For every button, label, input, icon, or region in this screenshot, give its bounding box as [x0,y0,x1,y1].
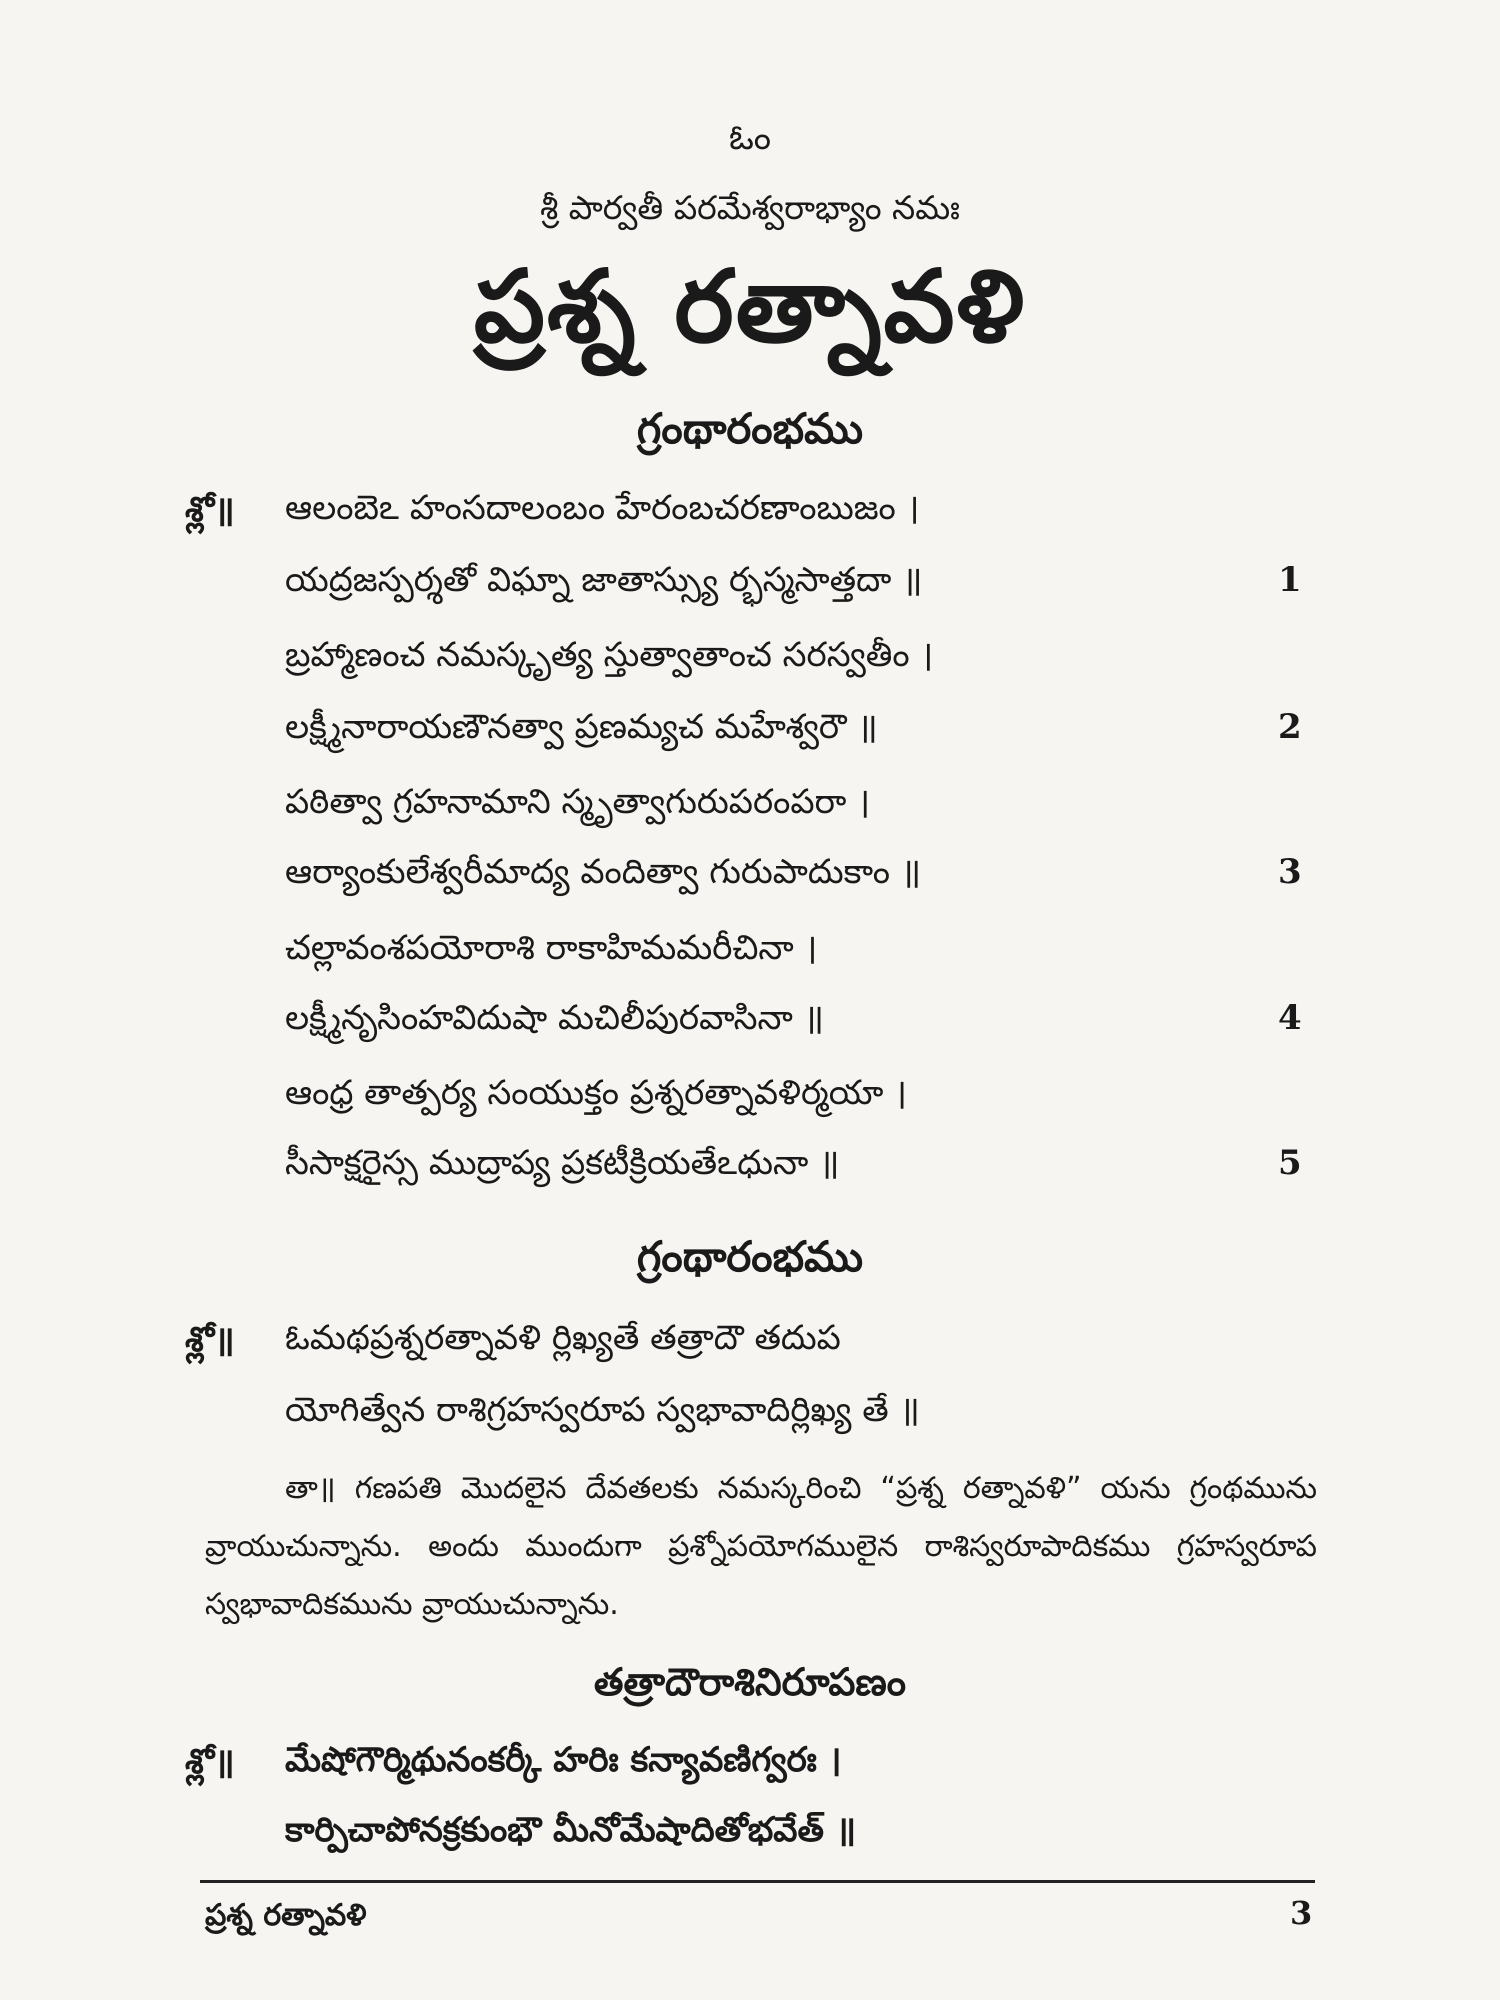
verse-text: యద్రజస్పర్శతో విఘ్నా జాతాస్స్యు ర్భస్మసాత్తదా ॥ [285,560,923,600]
verse-text: కార్పిచాపోనక్రకుంభౌ మీనోమేషాదితోభవేత్ ॥ [285,1810,857,1850]
verse-text: లక్ష్మీనారాయణౌనత్వా ప్రణమ్యచ మహేశ్వరౌ ॥ [285,707,878,747]
verse-text: సీసాక్షరైస్స ముద్రాప్య ప్రకటీక్రియతేఽధునా ॥ [285,1143,840,1183]
invocation-line: శ్రీ పార్వతీ పరమేశ్వరాభ్యాం నమః [540,188,960,227]
commentary-paragraph [205,1460,1317,1634]
verse-line [0,1740,1500,1790]
verse-line [0,1143,1500,1193]
verse-text: ఆలంబెఽ హంసదాలంబం హేరంబచరణాంబుజం । [285,488,920,528]
verse-text: ఆర్యాంకులేశ్వరీమాద్య వందిత్వా గురుపాదుకాం ॥ [285,852,922,892]
verse-line [0,1318,1500,1368]
shloka-marker: శ్లో॥ [185,1742,235,1782]
om-symbol: ఓం [728,118,772,158]
verse-text: పఠిత్వా గ్రహనామాని స్మృత్వాగురుపరంపరా । [285,782,871,822]
book-title: ప్రశ్న రత్నావళి [473,248,1027,365]
verse-text: మేషోగౌర్మిథునంకర్కీ హరిః కన్యావణిగ్వరః । [285,1740,842,1780]
verse-number: 2 [1278,707,1302,747]
verse-number: 5 [1278,1143,1302,1183]
verse-text: చల్లావంశపయోరాశి రాకాహిమమరీచినా । [285,928,818,968]
verse-line [0,560,1500,610]
verse-line [0,1390,1500,1440]
verse-text: ఆంధ్ర తాత్పర్య సంయుక్తం ప్రశ్నరత్నావళిర్మయా । [285,1073,908,1113]
verse-text: ఓమథప్రశ్నరత్నావళి ర్లిఖ్యతే తత్రాదౌ తదుప [285,1318,841,1358]
verse-line [0,852,1500,902]
verse-text: యోగిత్వేన రాశిగ్రహస్వరూప స్వభావాదిర్లిఖ్య తే ॥ [285,1390,920,1430]
verse-number: 1 [1278,560,1302,600]
verse-line [0,707,1500,757]
verse-line [0,1810,1500,1860]
verse-number: 4 [1278,998,1302,1038]
verse-line [0,928,1500,978]
section-heading: గ్రంథారంభము [636,1232,864,1281]
page-number: 3 [1290,1894,1313,1932]
shloka-marker: శ్లో॥ [185,490,235,530]
verse-number: 3 [1278,852,1302,892]
footer-rule [200,1880,1315,1883]
verse-line [0,1073,1500,1123]
verse-line [0,635,1500,685]
verse-line [0,998,1500,1048]
verse-text: లక్ష్మీనృసింహవిదుషా మచిలీపురవాసినా ॥ [285,998,825,1038]
shloka-marker: శ్లో॥ [185,1320,235,1360]
verse-text: బ్రహ్మాణంచ నమస్కృత్య స్తుత్వాతాంచ సరస్వతీం । [285,635,934,675]
verse-line [0,782,1500,832]
footer-book-title: ప్రశ్న రత్నావళి [205,1898,367,1933]
verse-line [0,488,1500,538]
section-heading: గ్రంథారంభము [636,404,864,453]
section-heading: తత్రాదౌరాశినిరూపణం [593,1660,907,1704]
commentary-text: తా॥ గణపతి మొదలైన దేవతలకు నమస్కరించి “ప్రశ్న రత్నావళి” యను గ్రంథమును వ్రాయుచున్నాను. అందు ముందుగా ప్రశ్నోపయోగములైన రాశిస్వరూపాదికము గ్రహస్వరూప స్వభావాదికమును వ్రాయుచున్నాను. [205,1471,1317,1622]
